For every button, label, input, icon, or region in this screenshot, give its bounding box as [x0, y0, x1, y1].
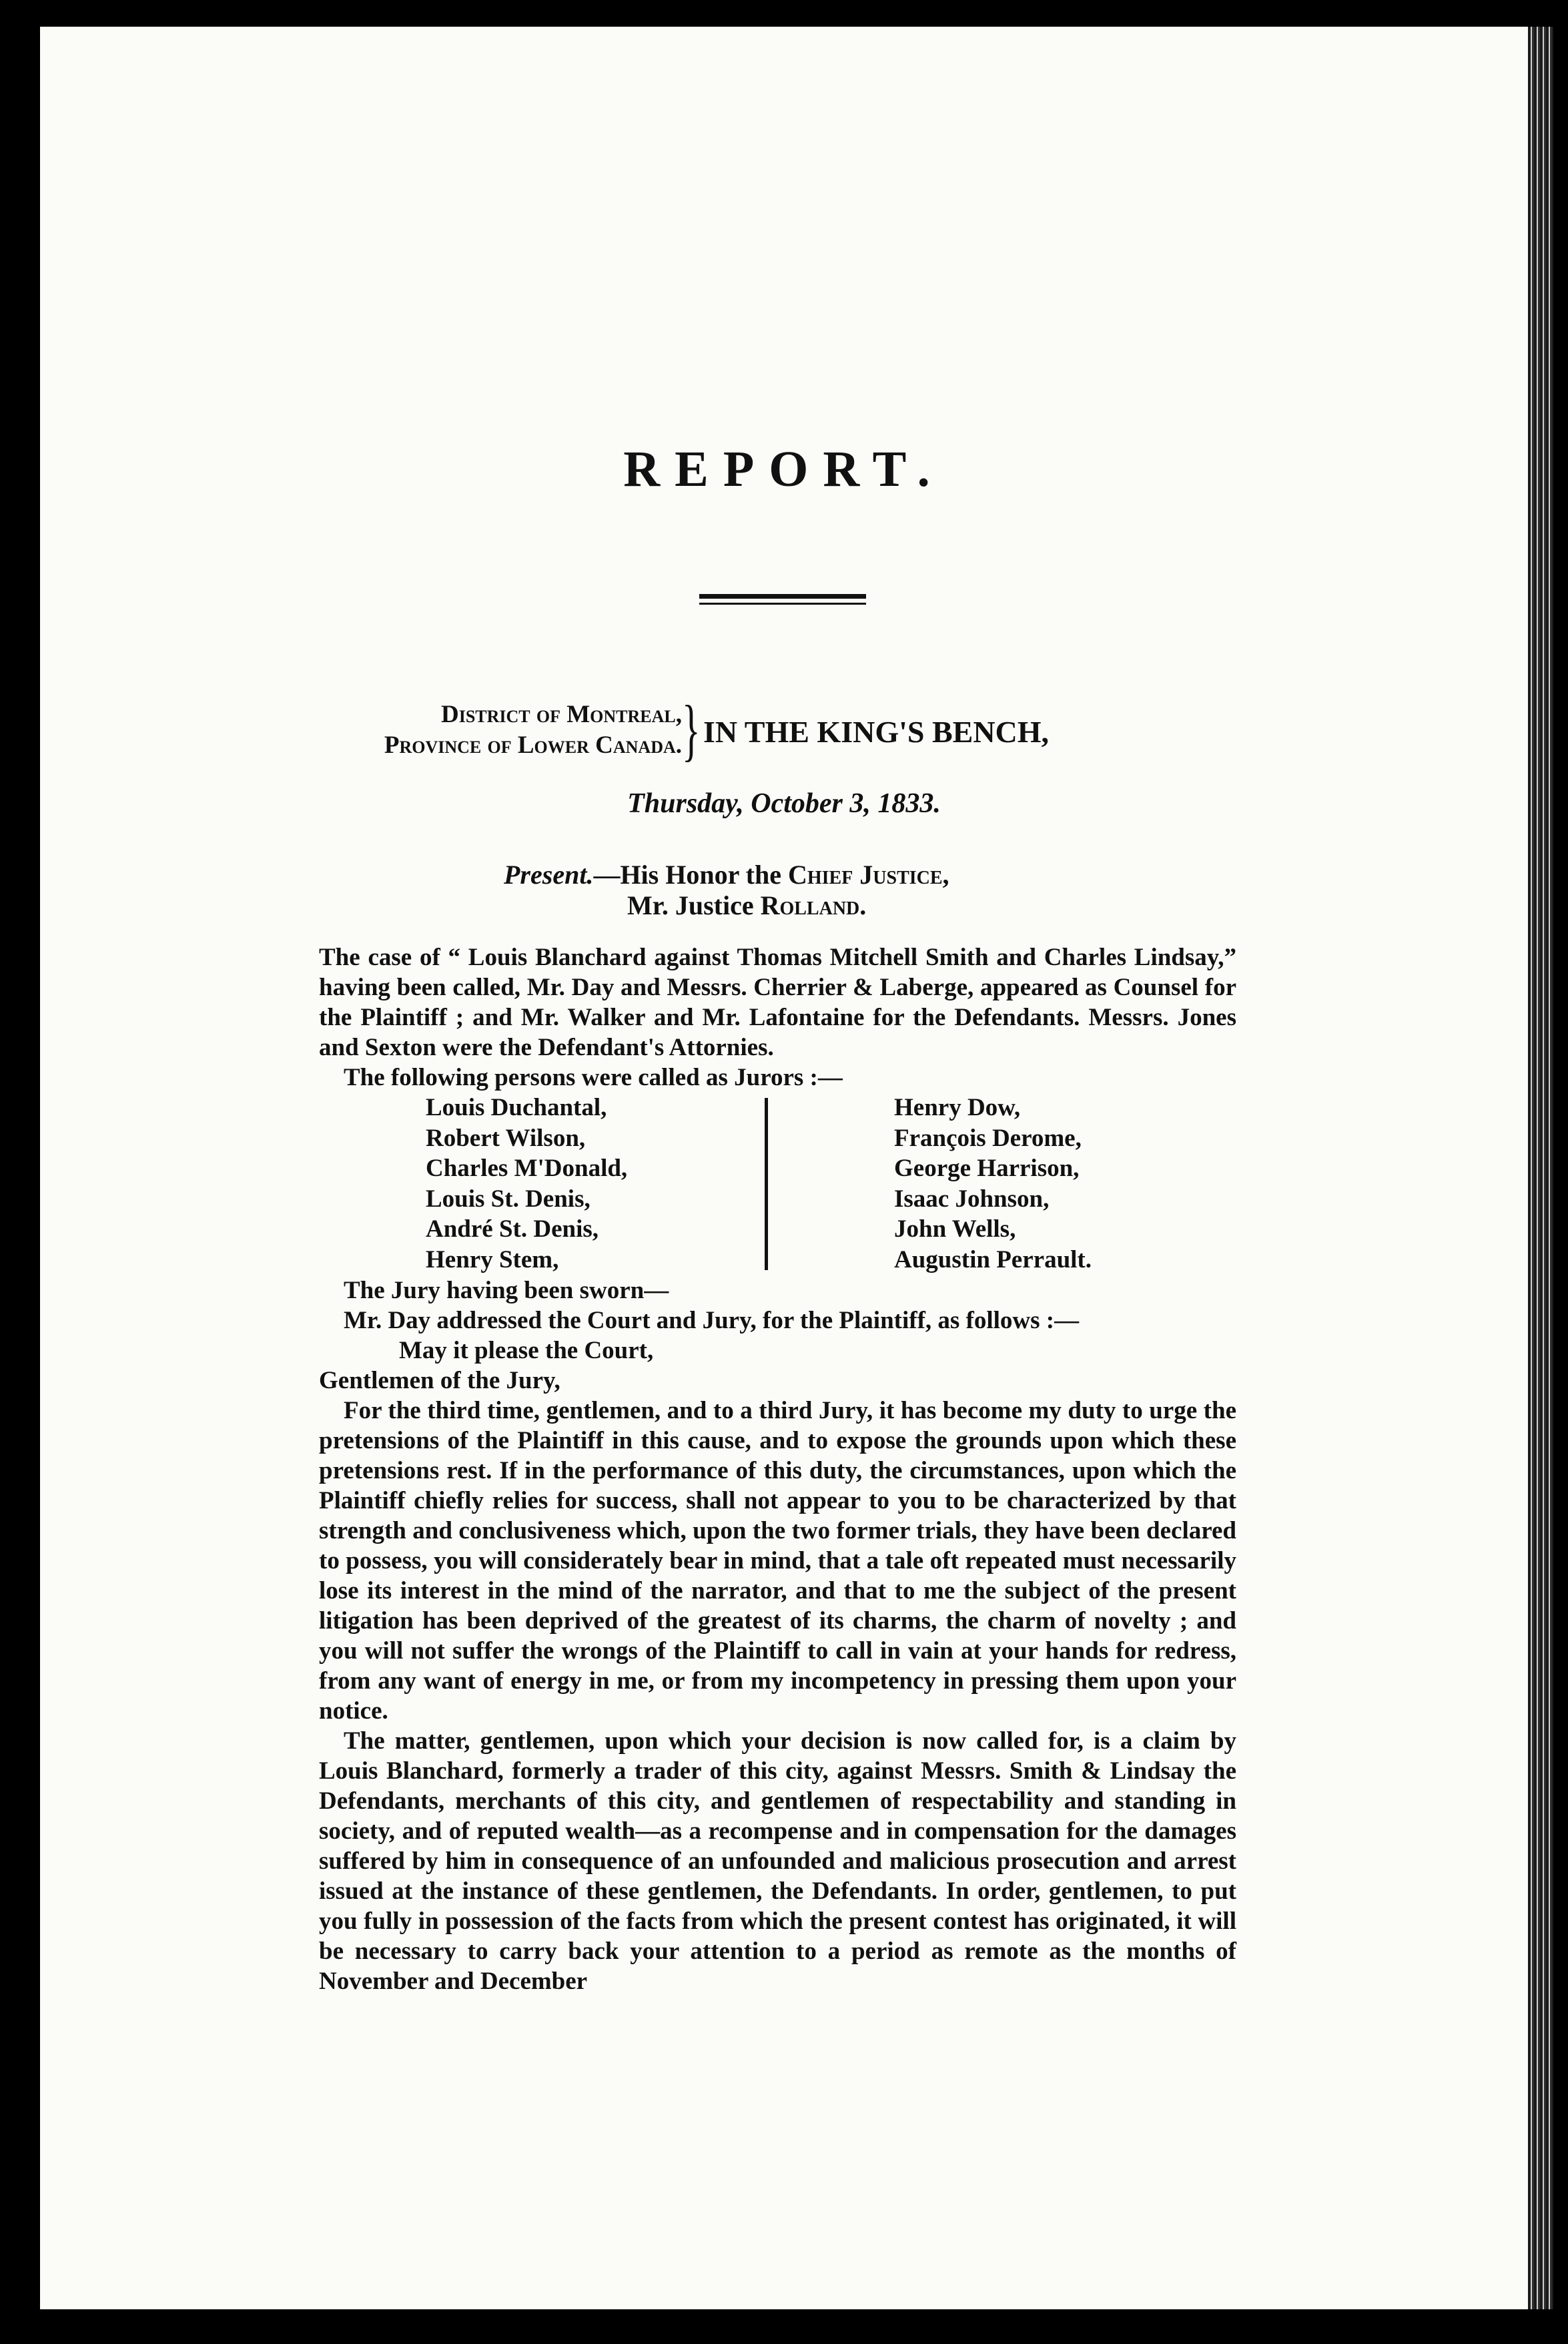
- page-edge: [1528, 27, 1553, 2309]
- present-line1-text: —His Honor the: [593, 860, 788, 890]
- caption-court: IN THE KING'S BENCH,: [703, 715, 1050, 749]
- speech-paragraph: For the third time, gentlemen, and to a third Jury, it has become my duty to urge the pretensions of the Plaintiff in this cause, and to expose the grounds upon which these pretensions rest. If in the performance of this duty, the circumstances, upon which the Plaintiff chiefly relies for success, shall not appear to you to be characterized by that strength and conclusiveness which, upon the two former trials, they have been declared to possess, you will considerately bear in mind, that a tale oft repeated must necessarily lose its interest in the mind of the narrator, and that to me the subject of the present litigation has been deprived of the greatest of its charms, the charm of novelty ; and you will not suffer the wrongs of the Plaintiff to call in vain at your hands for redress, from any want of energy in me, or from my incompetency in pressing them upon your notice.: [319, 1397, 1236, 1725]
- jurors-left-column: [426, 1093, 627, 1275]
- juror-name: Louis St. Denis,: [426, 1185, 591, 1213]
- jurors-intro: The following persons were called as Jurors :—: [344, 1064, 843, 1091]
- address-intro: Mr. Day addressed the Court and Jury, for the Plaintiff, as follows :—: [344, 1307, 1080, 1334]
- juror-name: Louis Duchantal,: [426, 1094, 607, 1121]
- juror-name: André St. Denis,: [426, 1215, 599, 1243]
- report-body: [319, 942, 1236, 1996]
- session-date: Thursday, October 3, 1833.: [627, 788, 941, 819]
- juror-name: Henry Stem,: [426, 1245, 559, 1273]
- salutation-jury: Gentlemen of the Jury,: [319, 1367, 560, 1394]
- salutation-court: May it please the Court,: [399, 1337, 654, 1364]
- title-rule: [699, 594, 866, 605]
- juror-name: Charles M'Donald,: [426, 1155, 628, 1182]
- present-line1: [504, 860, 949, 890]
- juror-name: Augustin Perrault.: [894, 1245, 1092, 1273]
- jury-sworn-line: The Jury having been sworn—: [344, 1277, 669, 1304]
- juror-name: George Harrison,: [894, 1155, 1080, 1182]
- jurors-divider: [765, 1098, 768, 1270]
- juror-name: John Wells,: [894, 1215, 1016, 1243]
- present-block: [504, 860, 949, 921]
- present-label: Present.: [504, 860, 594, 890]
- present-justice-name: Rolland.: [760, 890, 867, 920]
- case-paragraph: The case of “ Louis Blanchard against Thomas Mitchell Smith and Charles Lindsay,” having been called, Mr. Day and Messrs. Cherrier & Laberge, appeared as Counsel for the Plaintiff ; and Mr. Walker and Mr. Lafontaine for the Defendants. Messrs. Jones and Sexton were the Defendant's Attornies.: [319, 944, 1236, 1061]
- caption-district: [308, 699, 682, 761]
- present-line2: [504, 890, 949, 921]
- jurors-right-column: [894, 1093, 1092, 1275]
- caption-district-line1: District of Montreal,: [440, 701, 682, 728]
- present-chief-justice: Chief Justice,: [787, 860, 949, 890]
- case-caption: [308, 691, 1509, 780]
- juror-name: Isaac Johnson,: [894, 1185, 1050, 1213]
- present-line2-text: Mr. Justice: [627, 890, 761, 920]
- juror-name: François Derome,: [894, 1124, 1082, 1152]
- juror-name: Robert Wilson,: [426, 1124, 586, 1152]
- juror-name: Henry Dow,: [894, 1094, 1021, 1121]
- caption-brace: }: [682, 691, 701, 768]
- caption-district-line2: Province of Lower Canada.: [384, 731, 682, 759]
- jurors-list: [319, 1093, 1236, 1275]
- speech-paragraph: The matter, gentlemen, upon which your decision is now called for, is a claim by Louis Blanchard, formerly a trader of this city, against Messrs. Smith & Lindsay the Defendants, merchants of this city, and gentlemen of respectability and standing in society, and of reputed wealth—as a recompense and in compensation for the damages suffered by him in consequence of an unfounded and malicious prosecution and arrest issued at the instance of these gentlemen, the Defendants. In order, gentlemen, to put you fully in possession of the facts from which the present contest has originated, it will be necessary to carry back your attention to a period as remote as the months of November and December: [319, 1727, 1236, 1995]
- report-title: REPORT.: [623, 441, 945, 497]
